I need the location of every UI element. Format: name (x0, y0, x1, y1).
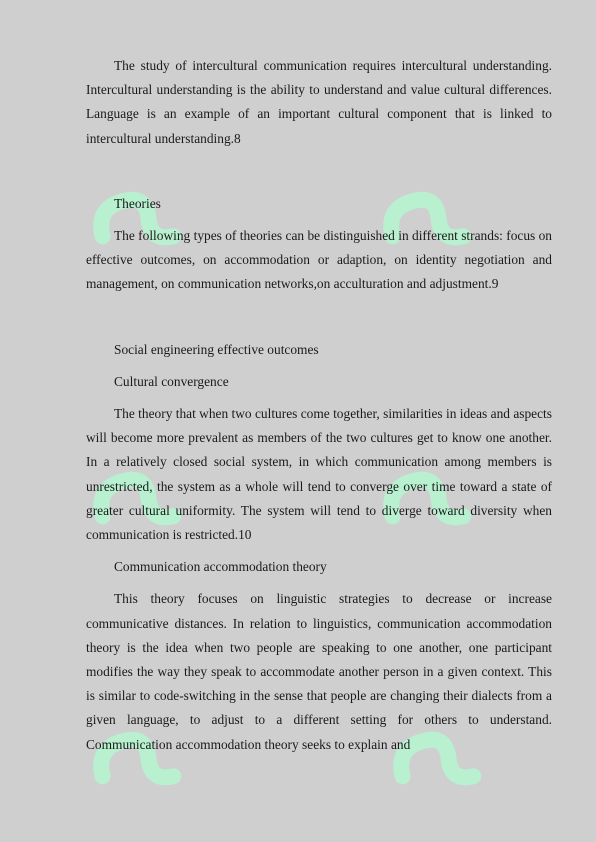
heading-communication-accommodation: Communication accommodation theory (114, 559, 327, 575)
heading-cultural-convergence: Cultural convergence (114, 373, 229, 389)
heading-theories: Theories (114, 195, 161, 211)
document-body (86, 54, 552, 757)
paragraph-theory-types: The following types of theories can be distinguished in different strands: focus on effective outcomes, on accommodation or adaption, on identity negotiation and management, on communication networks,on acculturation and adjustment.9 (86, 228, 552, 292)
paragraph-intercultural-understanding: The study of intercultural communication requires intercultural understanding. Intercultural understanding is the ability to understand and value cultural differences. Language is an example of an important cultural component that is linked to intercultural understanding.8 (86, 58, 552, 146)
heading-social-engineering: Social engineering effective outcomes (114, 341, 319, 357)
paragraph-communication-accommodation: This theory focuses on linguistic strategies to decrease or increase communicative distances. In relation to linguistics, communication accommodation theory is the idea when two people are speaking to one another, one participant modifies the way they speak to accommodate another person in a given context. This is similar to code-switching in the sense that people are changing their dialects from a given language, to adjust to a different setting for others to understand. Communication accommodation theory seeks to explain and (86, 591, 552, 752)
paragraph-cultural-convergence: The theory that when two cultures come together, similarities in ideas and aspects will become more prevalent as members of the two cultures get to know one another. In a relatively closed social system, in which communication among members is unrestricted, the system as a whole will tend to converge over time toward a state of greater cultural uniformity. The system will tend to diverge toward diversity when communication is restricted.10 (86, 406, 552, 543)
